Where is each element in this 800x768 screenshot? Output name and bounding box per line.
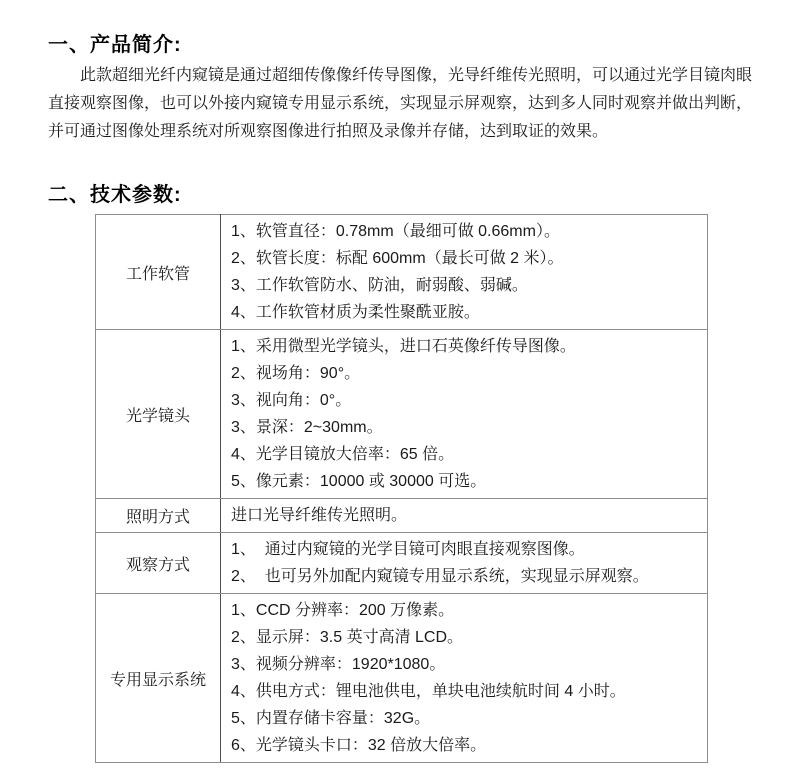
table-row [96,533,708,594]
spec-line: 2、视场角：90°。 [231,365,361,382]
spec-line: 4、工作软管材质为柔性聚酰亚胺。 [231,304,480,321]
spec-line: 3、景深：2~30mm。 [231,419,383,436]
section2-heading: 二、技术参数: [48,184,182,206]
spec-line: 1、软管直径：0.78mm（最细可做 0.66mm）。 [231,223,560,240]
spec-line: 5、内置存储卡容量：32G。 [231,710,431,727]
table-row [96,594,708,763]
spec-line: 3、视向角：0°。 [231,392,352,409]
spec-line: 1、CCD 分辨率：200 万像素。 [231,602,455,619]
row-label: 光学镜头 [96,330,221,499]
spec-table [95,214,708,763]
spec-line: 6、光学镜头卡口：32 倍放大倍率。 [231,737,487,754]
row-content [221,330,708,499]
spec-line: 3、工作软管防水、防油，耐弱酸、弱碱。 [231,277,528,294]
row-content [221,533,708,594]
spec-line: 1、 通过内窥镜的光学目镜可肉眼直接观察图像。 [231,541,585,558]
row-label: 工作软管 [96,215,221,330]
spec-table-body [96,215,708,763]
spec-line: 5、像元素：10000 或 30000 可选。 [231,473,487,490]
section1-paragraph: 此款超细光纤内窥镜是通过超细传像像纤传导图像，光导纤维传光照明，可以通过光学目镜肉眼直接观察图像，也可以外接内窥镜专用显示系统，实现显示屏观察，达到多人同时观察并做出判断，并可通过图像处理系统对所观察图像进行拍照及录像并存储，达到取证的效果。 [48,67,753,140]
row-label: 照明方式 [96,499,221,533]
row-content [221,215,708,330]
table-row [96,330,708,499]
table-row [96,499,708,533]
spec-line: 2、显示屏：3.5 英寸高清 LCD。 [231,629,464,646]
spec-line: 2、软管长度：标配 600mm（最长可做 2 米）。 [231,250,564,267]
spec-line: 3、视频分辨率：1920*1080。 [231,656,446,673]
spec-line: 进口光导纤维传光照明。 [231,507,408,524]
spec-line: 4、光学目镜放大倍率：65 倍。 [231,446,455,463]
spec-line: 2、 也可另外加配内窥镜专用显示系统，实现显示屏观察。 [231,568,649,585]
section1-heading: 一、产品简介: [48,34,182,56]
spec-line: 1、采用微型光学镜头，进口石英像纤传导图像。 [231,338,576,355]
row-content [221,594,708,763]
spec-line: 4、供电方式：锂电池供电，单块电池续航时间 4 小时。 [231,683,626,700]
row-content [221,499,708,533]
table-row [96,215,708,330]
row-label: 专用显示系统 [96,594,221,763]
row-label: 观察方式 [96,533,221,594]
